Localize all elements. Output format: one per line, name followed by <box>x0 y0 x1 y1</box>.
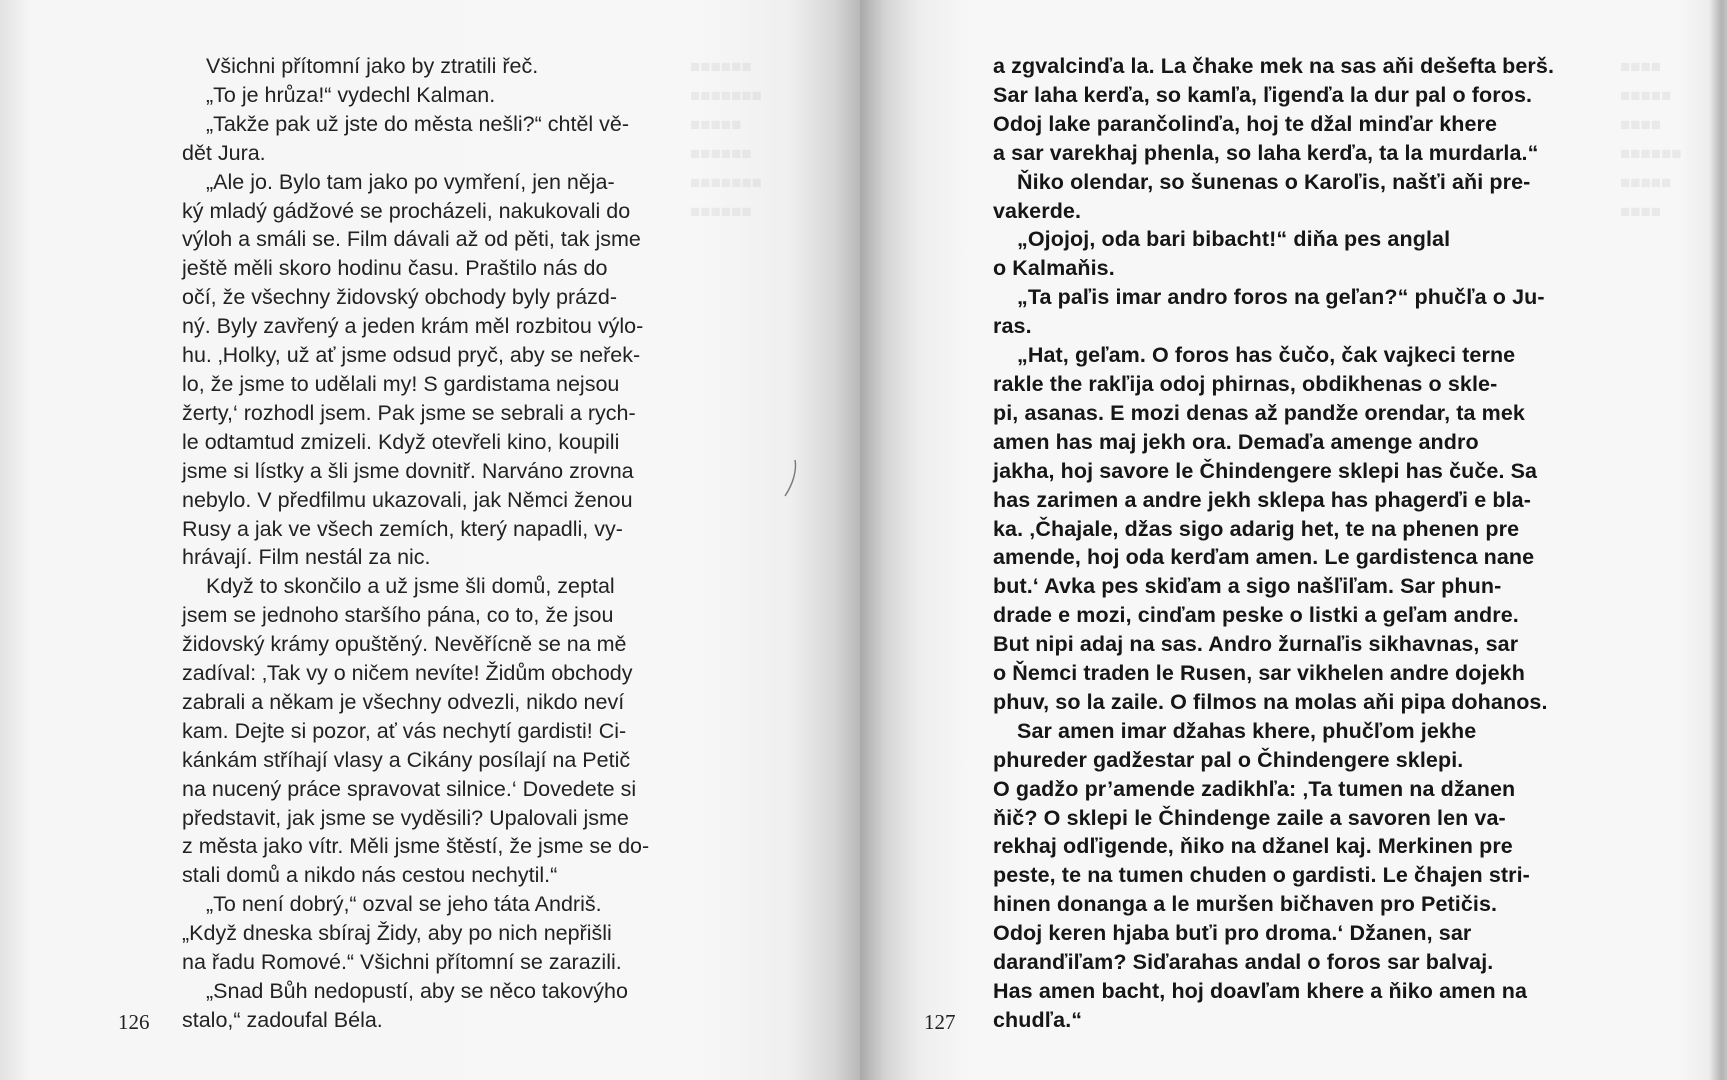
text-line: „Ojojoj, oda bari bibacht!“ diňa pes anglal <box>1017 227 1451 252</box>
text-line: „To není dobrý,“ ozval se jeho táta Andriš. <box>206 892 602 917</box>
text-line: Rusy a jak ve všech zemích, který napadli, vy- <box>182 516 623 541</box>
text-line: „Hat, geľam. O foros has čučo, čak vajkeci terne <box>1017 343 1516 368</box>
text-line: o Ňemci traden le Rusen, sar vikhelen andre dojekh <box>993 661 1525 686</box>
text-line: daranďiľam? Siďarahas andal o foros sar balvaj. <box>993 950 1494 975</box>
bleed-through-text-right: ■■■■ ■■■■■ ■■■■ ■■■■■■ ■■■■■ ■■■■ <box>1620 57 1682 221</box>
text-line: a zgvalcinďa la. La čhake mek na sas aňi dešefta berš. <box>993 54 1555 78</box>
text-line: lo, že jsme to udělali my! S gardistama nejsou <box>182 371 620 396</box>
text-line: peste, te na tumen chuden o gardisti. Le čhajen stri- <box>993 863 1530 888</box>
text-line: očí, že všechny židovský obchody byly prázd- <box>182 285 617 310</box>
text-line: has zarimen a andre jekh sklepa has phagerďi e bla- <box>993 487 1531 512</box>
text-line: Odoj keren hjaba buťi pro droma.‘ Džanen, sar <box>993 921 1472 946</box>
text-line: Všichni přítomní jako by ztratili řeč. <box>206 54 539 78</box>
text-line: le odtamtud zmizeli. Když otevřeli kino, koupili <box>182 429 620 454</box>
text-line: but.‘ Avka pes skiďam a sigo našľiľam. Sar phun- <box>993 574 1502 599</box>
text-line: hrávají. Film nestál za nic. <box>182 545 431 570</box>
text-line: a sar varekhaj phenla, so laha kerďa, ta la murdarla.“ <box>993 140 1539 165</box>
text-line: rekhaj odľigende, ňiko na džanel kaj. Merkinen pre <box>993 834 1513 859</box>
text-line: vakerde. <box>993 198 1082 223</box>
text-line: phuv, so la zaile. O filmos na molas aňi pipa dohanos. <box>993 689 1548 714</box>
text-line: představit, jak jsme se vyděsili? Upalovali jsme <box>182 805 629 830</box>
text-line: „To je hrůza!“ vydechl Kalman. <box>206 82 496 107</box>
left-page-text <box>182 52 649 1035</box>
right-page-text <box>993 52 1554 1035</box>
text-line: Sar laha kerďa, so kamľa, ľigenďa la dur pal o foros. <box>993 82 1533 107</box>
bleed-through-text-left: ■■■■■■ ■■■■■■■ ■■■■■ ■■■■■■ ■■■■■■■ ■■■■■■ <box>690 57 762 221</box>
text-line: jsem se jednoho staršího pána, co to, že jsou <box>182 603 614 628</box>
text-line: amende, hoj oda kerďam amen. Le gardistenca nane <box>993 545 1535 570</box>
text-line: amen has maj jekh ora. Demaďa amenge andro <box>993 429 1479 454</box>
text-line: Odoj lake parančolinďa, hoj te džal minďar khere <box>993 111 1498 136</box>
text-line: Když to skončilo a už jsme šli domů, zeptal <box>206 574 615 599</box>
text-line: rakle the rakľija odoj phirnas, obdikhenas o skle- <box>993 371 1498 396</box>
text-line: zadíval: ‚Tak vy o ničem nevíte! Židům obchody <box>182 661 633 686</box>
text-line: phureder gadžestar pal o Čhindengere sklepi. <box>993 747 1464 772</box>
text-line: dět Jura. <box>182 140 266 165</box>
text-line: Has amen bacht, hoj doavľam khere a ňiko amen na <box>993 979 1528 1003</box>
text-line: jakha, hoj savore le Čhindengere sklepi has čuče. Sa <box>993 458 1538 483</box>
pencil-mark <box>779 458 801 498</box>
text-line: žerty,‘ rozhodl jsem. Pak jsme se sebrali a rych- <box>182 400 636 425</box>
text-line: na řadu Romové.“ Všichni přítomní se zarazili. <box>182 950 622 975</box>
text-line: ještě měli skoro hodinu času. Praštilo nás do <box>182 256 608 281</box>
text-line: „Ta paľis imar andro foros na geľan?“ phučľa o Ju- <box>1017 285 1545 310</box>
text-line: kam. Dejte si pozor, ať vás nechytí gardisti! Ci- <box>182 718 627 743</box>
text-line: But nipi adaj na sas. Andro žurnaľis sikhavnas, sar <box>993 632 1519 657</box>
text-line: hinen donanga a le muršen bičhaven pro Petičis. <box>993 892 1498 917</box>
text-line: stali domů a nikdo nás cestou nechytil.“ <box>182 863 558 888</box>
text-line: ný. Byly zavřený a jeden krám měl rozbitou výlo- <box>182 314 644 339</box>
text-line: ka. ‚Čhajale, džas sigo adarig het, te na phenen pre <box>993 516 1520 541</box>
text-line: židovský krámy opuštěný. Nevěřícně se na mě <box>182 632 627 657</box>
text-line: ras. <box>993 314 1032 339</box>
text-line: ký mladý gádžové se procházeli, nakukovali do <box>182 198 631 223</box>
page-edge-shadow <box>1709 0 1727 1080</box>
text-line: drade e mozi, cinďam peske o listki a geľam andre. <box>993 603 1519 628</box>
text-line: O gadžo pr’amende zadikhľa: ‚Ta tumen na džanen <box>993 776 1516 801</box>
text-line: „Snad Bůh nedopustí, aby se něco takovýho <box>206 979 628 1003</box>
page-number-left: 126 <box>118 1010 150 1034</box>
text-line: pi, asanas. E mozi denas až pandže orendar, ta mek <box>993 400 1525 425</box>
text-line: „Takže pak už jste do města nešli?“ chtěl vě- <box>206 111 630 136</box>
text-line: Ňiko olendar, so šunenas o Karoľis, našťi aňi pre- <box>1017 169 1531 194</box>
text-line: zabrali a někam je všechny odvezli, nikdo neví <box>182 689 625 714</box>
text-line: o Kalmaňis. <box>993 256 1115 281</box>
text-line: na nucený práce spravovat silnice.‘ Dovedete si <box>182 776 637 801</box>
text-line: ňič? O sklepi le Čhindenge zaile a savoren len va- <box>993 805 1506 830</box>
text-line: nebylo. V předfilmu ukazovali, jak Němci ženou <box>182 487 633 512</box>
page-number-right: 127 <box>924 1010 956 1034</box>
text-line: kánkám stříhají vlasy a Cikány posílají na Petič <box>182 747 631 772</box>
text-line: chudľa.“ <box>993 1007 1083 1032</box>
text-line: stalo,“ zadoufal Béla. <box>182 1007 383 1032</box>
text-line: výloh a smáli se. Film dávali až od pěti, tak jsme <box>182 227 641 252</box>
text-line: z města jako vítr. Měli jsme štěstí, že jsme se do- <box>182 834 650 859</box>
text-line: „Ale jo. Bylo tam jako po vymření, jen něja- <box>206 169 615 194</box>
text-line: hu. ‚Holky, už ať jsme odsud pryč, aby se neřek- <box>182 343 641 368</box>
text-line: „Když dneska sbíraj Židy, aby po nich nepřišli <box>182 921 612 946</box>
text-line: jsme si lístky a šli jsme dovnitř. Narváno zrovna <box>182 458 634 483</box>
text-line: Sar amen imar džahas khere, phučľom jekhe <box>1017 718 1477 743</box>
